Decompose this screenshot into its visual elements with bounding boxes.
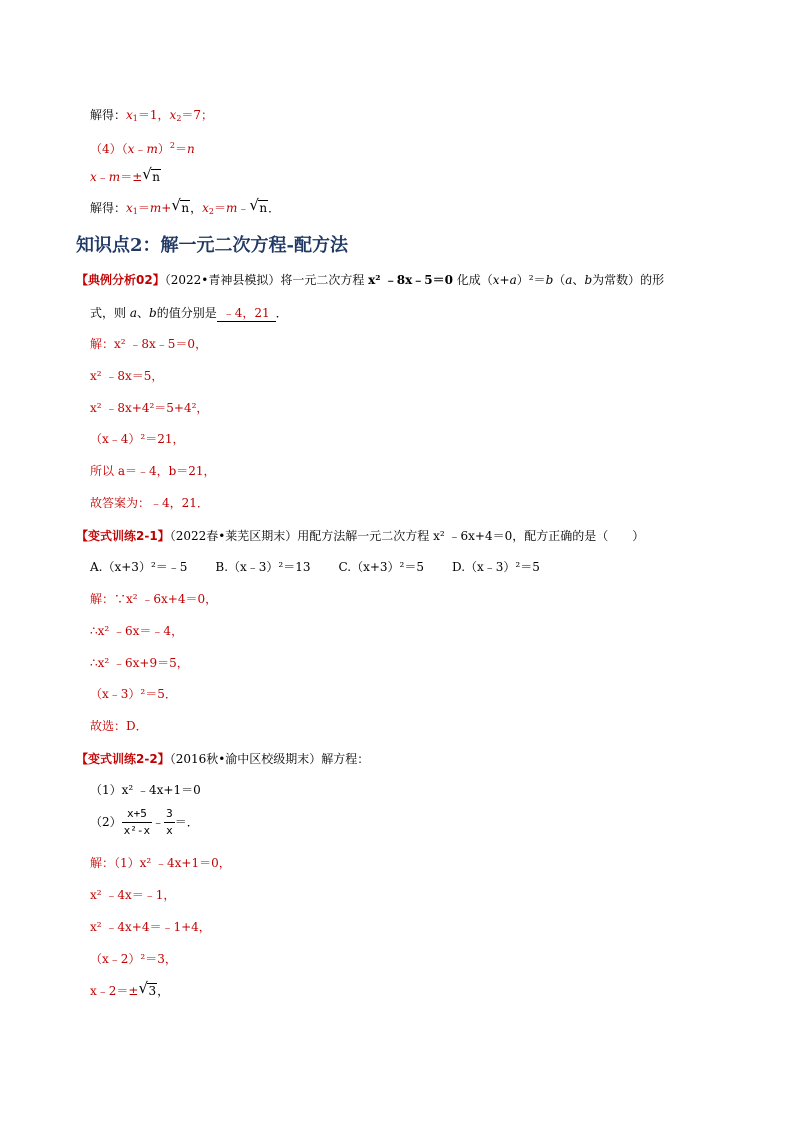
variant-2-1-solution-5: 故选：D． bbox=[90, 719, 148, 733]
var-m: m bbox=[149, 201, 162, 215]
example-02-solution-6: 故答案为：﹣4，21． bbox=[90, 496, 209, 510]
var-x: x bbox=[169, 108, 177, 122]
text: （2016秋•渝中区校级期末）解方程： bbox=[169, 752, 370, 766]
text: 、 bbox=[572, 273, 585, 287]
solution-line-1 bbox=[90, 107, 213, 127]
subscript: 2 bbox=[208, 207, 214, 216]
plus: + bbox=[161, 201, 172, 215]
var-b: b bbox=[545, 273, 554, 287]
numerator: 3 bbox=[164, 806, 175, 823]
variant-tag: 【变式训练2-2】 bbox=[76, 752, 170, 766]
variant-2-2-question bbox=[76, 751, 369, 767]
option-a: A.（x+3）²＝﹣5 bbox=[90, 560, 188, 574]
variant-2-1-solution-3: ∴x² ﹣6x+9＝5， bbox=[90, 656, 189, 670]
text: 解得： bbox=[90, 108, 127, 122]
var-b: b bbox=[149, 306, 157, 320]
subscript: 1 bbox=[132, 114, 138, 123]
numerator: x+5 bbox=[122, 806, 153, 823]
example-02-solution-3: x² ﹣8x+4²＝5+4²， bbox=[90, 401, 209, 415]
text: 解得： bbox=[90, 201, 127, 215]
var-m: m bbox=[146, 142, 158, 156]
variant-2-1-solution-4: （x﹣3）²＝5． bbox=[90, 687, 177, 701]
fraction bbox=[164, 806, 175, 839]
comma: ， bbox=[157, 984, 170, 998]
sqrt-symbol bbox=[171, 200, 190, 216]
text: 、 bbox=[136, 306, 149, 320]
example-02-solution-4: （x﹣4）²＝21， bbox=[90, 432, 185, 446]
var-n: n bbox=[186, 142, 195, 156]
denominator: x bbox=[166, 824, 173, 837]
variant-2-2-part-2 bbox=[90, 806, 199, 839]
var-x: x bbox=[126, 201, 133, 215]
var-x: x bbox=[126, 108, 133, 122]
example-02-solution-5: 所以 a＝﹣4，b＝21， bbox=[90, 464, 216, 478]
variant-2-1-question bbox=[76, 528, 644, 544]
text: （2022春•莱芜区期末）用配方法解一元二次方程 x² ﹣6x+4＝0，配方正确的是（ ） bbox=[169, 529, 645, 543]
variant-tag: 【变式训练2-1】 bbox=[76, 529, 170, 543]
sqrt-symbol bbox=[249, 200, 268, 216]
solution-line-4 bbox=[90, 200, 280, 220]
minus: ﹣ bbox=[96, 170, 109, 184]
radicand: n bbox=[181, 201, 190, 215]
fraction bbox=[122, 806, 153, 839]
var-x: x bbox=[90, 170, 97, 184]
plus-minus: ＝± bbox=[120, 170, 143, 184]
equals: ＝ bbox=[213, 201, 226, 215]
text: （4）（ bbox=[90, 142, 128, 156]
subscript: 2 bbox=[176, 114, 182, 123]
var-a: a bbox=[129, 306, 137, 320]
sqrt-symbol bbox=[142, 169, 161, 185]
text: （2） bbox=[90, 815, 122, 829]
denominator: x²-x bbox=[123, 824, 151, 837]
section-heading: 知识点2：解一元二次方程-配方法 bbox=[76, 235, 348, 256]
equals: ＝ bbox=[174, 142, 187, 156]
var-m: m bbox=[108, 170, 121, 184]
var-x: x bbox=[127, 142, 135, 156]
expression: x+a bbox=[492, 273, 517, 287]
variant-2-2-solution-3: x² ﹣4x+4＝﹣1+4， bbox=[90, 920, 211, 934]
radicand: n bbox=[259, 201, 268, 215]
text: 化成（ bbox=[452, 273, 493, 287]
example-02-solution-2: x² ﹣8x＝5， bbox=[90, 369, 164, 383]
var-x: x bbox=[202, 201, 209, 215]
minus: ﹣ bbox=[152, 815, 165, 829]
text: 的值分别是 bbox=[156, 306, 217, 320]
option-d: D.（x﹣3）²＝5 bbox=[452, 560, 540, 574]
minus: ﹣ bbox=[237, 201, 250, 215]
variant-2-2-solution-2: x² ﹣4x＝﹣1， bbox=[90, 888, 176, 902]
text: ）²＝ bbox=[516, 273, 546, 287]
variant-2-1-options bbox=[90, 559, 568, 575]
answer-blank: ﹣4，21 bbox=[217, 305, 276, 322]
example-02-solution-1: 解：x² ﹣8x﹣5＝0， bbox=[90, 337, 208, 351]
text: （2022•青神县模拟）将一元二次方程 bbox=[164, 273, 369, 287]
text: 为常数）的形 bbox=[592, 273, 665, 287]
text: ＝． bbox=[174, 815, 199, 829]
variant-2-2-solution-5 bbox=[90, 983, 169, 999]
variant-2-1-solution-1: 解：∵x² ﹣6x+4＝0， bbox=[90, 592, 218, 606]
example-tag: 【典例分析02】 bbox=[76, 273, 165, 287]
sqrt-symbol bbox=[138, 983, 157, 999]
comma: ， bbox=[190, 201, 203, 215]
variant-2-2-solution-1: 解：（1）x² ﹣4x+1＝0， bbox=[90, 856, 231, 870]
option-c: C.（x+3）²＝5 bbox=[338, 560, 424, 574]
var-a: a bbox=[565, 273, 573, 287]
radicand: 3 bbox=[148, 984, 157, 998]
variant-2-2-part-1: （1）x² ﹣4x+1＝0 bbox=[90, 783, 201, 797]
var-m: m bbox=[226, 201, 238, 215]
variant-2-2-solution-4: （x﹣2）²＝3， bbox=[90, 952, 177, 966]
option-b: B.（x﹣3）²＝13 bbox=[215, 560, 311, 574]
text: ． bbox=[275, 306, 288, 320]
radicand: n bbox=[152, 170, 160, 184]
text: （ bbox=[553, 273, 566, 287]
equation: x² ﹣8x﹣5＝0 bbox=[368, 273, 453, 287]
solution-line-2 bbox=[90, 138, 195, 157]
example-02-question-line-2 bbox=[90, 305, 288, 322]
solution-line-3 bbox=[90, 169, 161, 185]
example-02-question-line-1 bbox=[76, 272, 664, 288]
text: x﹣2＝± bbox=[90, 984, 139, 998]
superscript: 2 bbox=[169, 141, 175, 150]
period: ． bbox=[268, 201, 281, 215]
var-b: b bbox=[584, 273, 593, 287]
variant-2-1-solution-2: ∴x² ﹣6x＝﹣4， bbox=[90, 624, 184, 638]
equals: ＝ bbox=[137, 201, 150, 215]
text: ） bbox=[157, 142, 170, 156]
text: ＝1， bbox=[137, 108, 170, 122]
minus: ﹣ bbox=[134, 142, 147, 156]
subscript: 1 bbox=[132, 207, 138, 216]
text: ＝7； bbox=[181, 108, 214, 122]
text: 式，则 bbox=[90, 306, 130, 320]
